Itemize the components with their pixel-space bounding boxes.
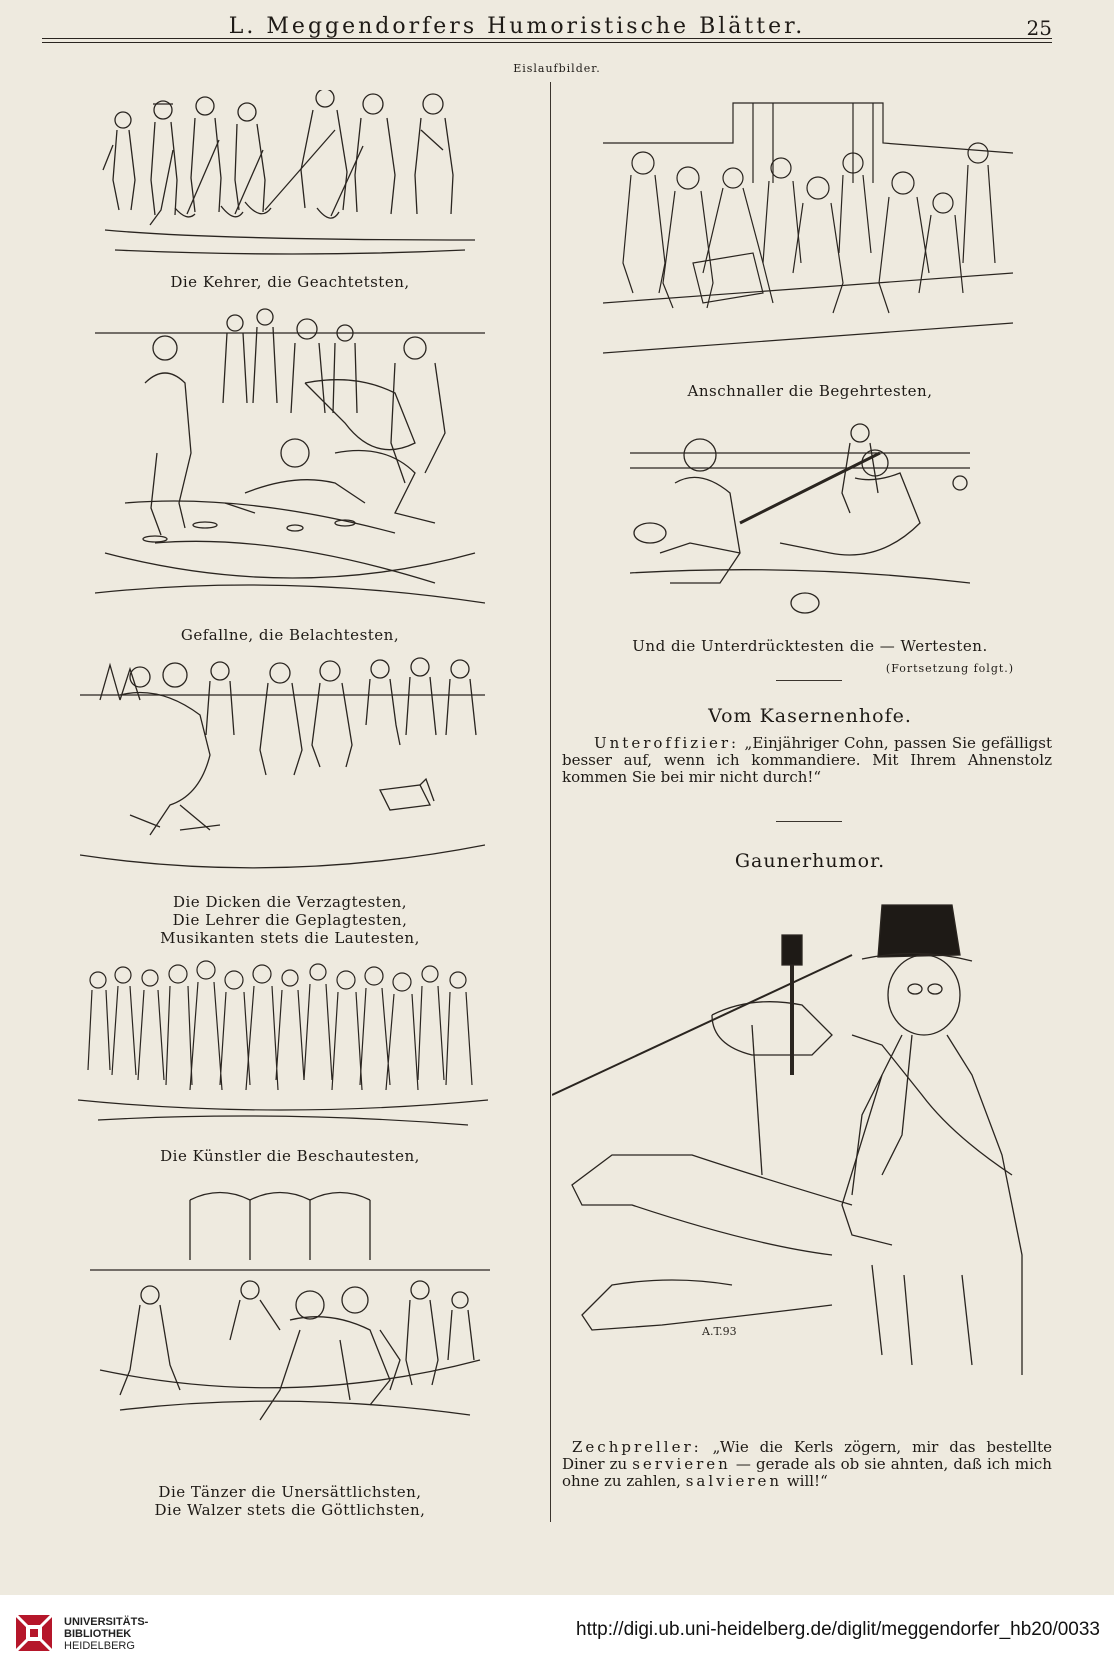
caption-line: Die Walzer stets die Göttlichsten, [154,1501,426,1519]
article-title-kasernenhofe: Vom Kasernenhofe. [708,705,912,727]
separator [776,680,842,681]
emphasis-salvieren: salvieren [685,1472,783,1490]
quote-text-b: — gerade als ob sie ahnten, daß ich mich ohne zu zahlen, [562,1455,1052,1490]
illustration-skate-fasteners [603,93,1013,363]
illustration-dancers [90,1190,490,1430]
caption-line: Anschnaller die Begehrtesten, [687,382,933,400]
institution-line: UNIVERSITÄTS- [64,1616,149,1628]
page-header [42,12,1052,40]
caption-sweepers [100,273,480,291]
caption-fat-teachers-musicians [100,893,480,947]
header-rule-bottom [42,42,1052,43]
section-title: Eislaufbilder. [513,62,601,75]
caption-line: Und die Unterdrücktesten die — Wertesten. [632,637,988,655]
artist-signature: A.T.93 [702,1325,737,1338]
caption-fallen [100,626,480,644]
article-title-gaunerhumor: Gaunerhumor. [734,850,886,872]
emphasis-servieren: servieren [632,1455,731,1473]
caption-line: Musikanten stets die Lautesten, [160,929,420,947]
article-text-kasernenhofe [562,735,1052,786]
column-divider [550,82,551,1522]
separator [776,821,842,822]
illustration-artists-crowd [78,960,488,1130]
header-rule-top [42,38,1052,39]
speaker-unteroffizier: Unteroffizier: [594,734,740,752]
caption-line: Die Kehrer, die Geachtetsten, [170,273,410,291]
caption-fasteners [600,382,1020,400]
caption-line: Die Dicken die Verzagtesten, [172,893,408,911]
source-url-link[interactable]: http://digi.ub.uni-heidelberg.de/diglit/meggendorfer_hb20/0033 [576,1619,1100,1640]
caption-artists [100,1147,480,1165]
library-footer [0,1595,1114,1675]
caption-dancers-waltzers [100,1483,480,1519]
quote-text: „Einjähriger Cohn, passen Sie gefälligst besser auf, wenn ich kommandiere. Mit Ihrem Ahnenstolz kommen Sie bei mir nicht durch!“ [562,734,1052,786]
quote-text-a: „Wie die Kerls zögern, mir das bestellte Diner zu [562,1438,1052,1473]
illustration-oppressed [630,413,970,623]
illustration-fat-skaters [80,655,485,880]
institution-line: HEIDELBERG [64,1640,135,1652]
caption-line: Die Tänzer die Unersättlichsten, [158,1483,422,1501]
institution-line: BIBLIOTHEK [64,1628,132,1640]
institution-name [64,1616,148,1652]
illustration-sweepers [95,90,485,260]
caption-line: Die Künstler die Beschautesten, [160,1147,420,1165]
illustration-gaunerhumor [552,875,1062,1395]
university-library-logo-icon [10,1609,58,1657]
page-number: 25 [1026,16,1052,40]
article-text-gaunerhumor [562,1439,1052,1490]
continuation-note: (Fortsetzung folgt.) [885,662,1015,675]
caption-oppressed [600,637,1020,655]
caption-line: Gefallne, die Belachtesten, [180,626,400,644]
illustration-fallen-skaters [95,303,485,618]
speaker-zechpreller: Zechpreller: [572,1438,702,1456]
quote-text-c: will!“ [786,1472,828,1490]
caption-line: Die Lehrer die Geplagtesten, [172,911,408,929]
journal-title: L. Meggendorfers Humoristische Blätter. [228,14,806,39]
